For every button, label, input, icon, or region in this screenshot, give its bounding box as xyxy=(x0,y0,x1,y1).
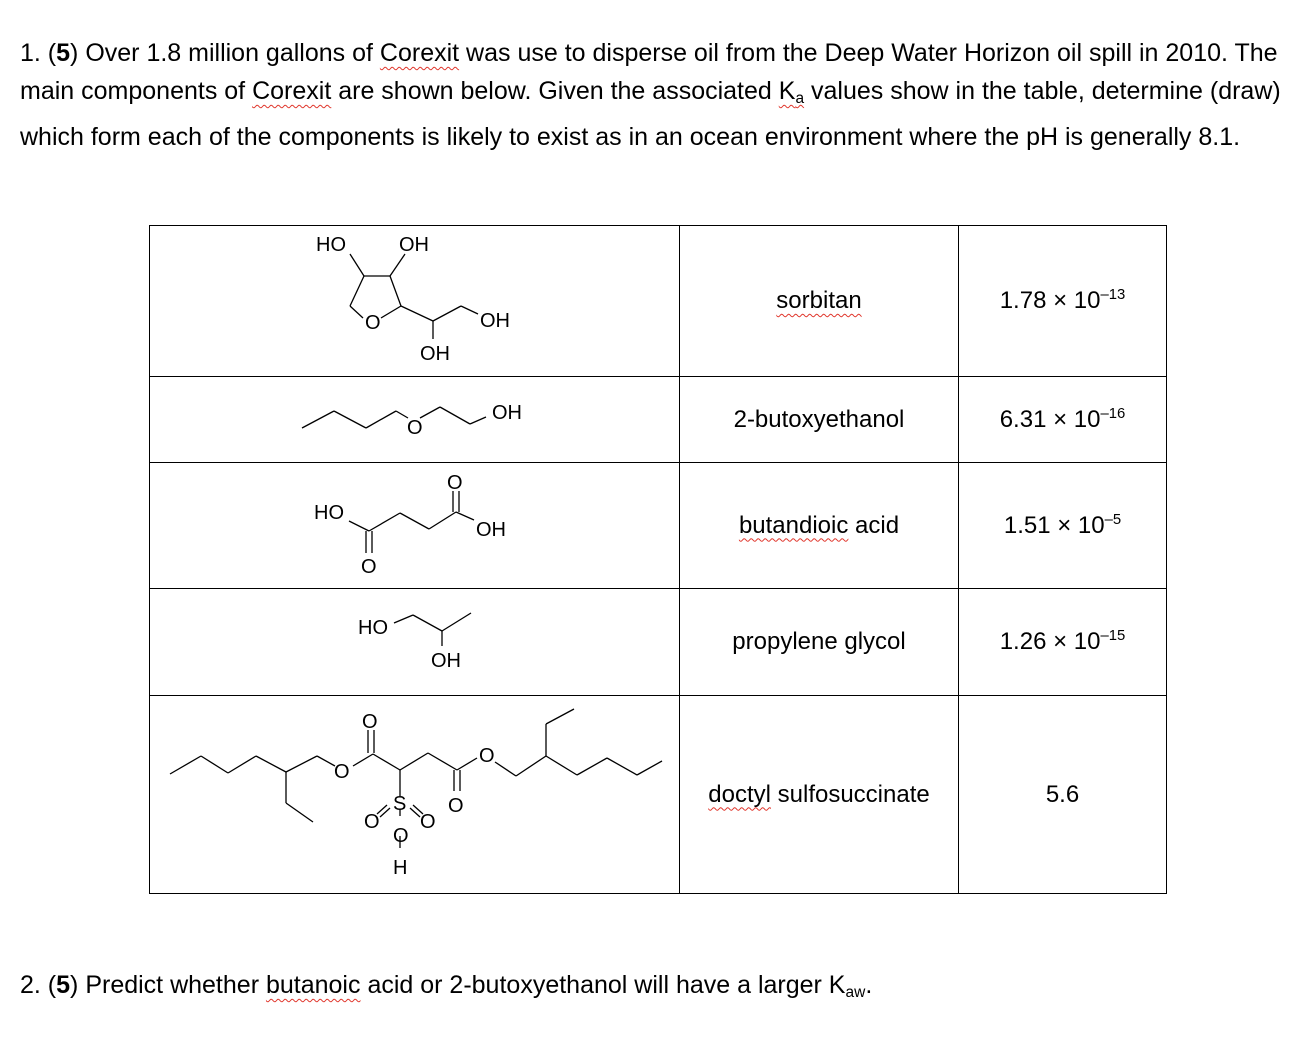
doctyl-sulfosuccinate-structure-icon xyxy=(150,696,679,893)
atom-label: HO xyxy=(358,617,388,639)
spell-corexit-2: Corexit xyxy=(252,77,332,105)
ka-doctyl-sulfosuccinate: 5.6 xyxy=(959,696,1167,894)
name-butandioic-acid: butandioic acid xyxy=(680,463,959,589)
question-1: 1. (5) Over 1.8 million gallons of Corexit was use to disperse oil from the Deep Water Horizon oil spill in 2010. The main components of Corexit are shown below. Given the associated $K_a$ values show in the table, determine (draw) which form each of the components is likely to exist as in an ocean environment where the pH is generally 8.1. xyxy=(20,39,1281,151)
name-doctyl-sulfosuccinate: doctyl sulfosuccinate xyxy=(680,696,959,894)
atom-label: HO xyxy=(316,234,346,256)
atom-label: O xyxy=(407,417,423,439)
atom-label: OH xyxy=(399,234,429,256)
atom-label: OH xyxy=(431,650,461,672)
atom-label: O xyxy=(334,761,350,783)
atom-label: H xyxy=(393,857,408,879)
atom-label: HO xyxy=(314,502,344,524)
atom-label: O xyxy=(361,556,377,578)
structure-2-butoxyethanol xyxy=(150,377,680,463)
question-2-number: 2. xyxy=(20,971,41,999)
structure-doctyl-sulfosuccinate xyxy=(150,696,680,894)
atom-label: O xyxy=(448,795,464,817)
components-table xyxy=(149,225,1167,894)
atom-label: O xyxy=(365,312,381,334)
butoxyethanol-structure-icon xyxy=(150,377,679,462)
table-row xyxy=(150,589,1167,696)
atom-label: OH xyxy=(420,343,450,365)
name-propylene-glycol: propylene glycol xyxy=(680,589,959,696)
name-2-butoxyethanol: 2-butoxyethanol xyxy=(680,377,959,463)
atom-label: O xyxy=(393,825,409,847)
table-row xyxy=(150,226,1167,377)
question-2: 2. (5) Predict whether butanoic acid or 2-butoxyethanol will have a larger $K_{aw}$. xyxy=(20,971,873,1001)
atom-label: O xyxy=(447,472,463,494)
atom-label: O xyxy=(362,711,378,733)
sorbitan-structure-icon xyxy=(150,226,679,376)
ka-2-butoxyethanol: $6.31 \times 10^{-16}$ xyxy=(959,377,1167,463)
atom-label: OH xyxy=(480,310,510,332)
table-row xyxy=(150,377,1167,463)
question-1-points: 5 xyxy=(56,39,71,67)
structure-butandioic-acid xyxy=(150,463,680,589)
spell-butanoic: butanoic xyxy=(265,971,361,999)
ka-butandioic-acid: $1.51 \times 10^{-5}$ xyxy=(959,463,1167,589)
ka-sorbitan: $1.78 \times 10^{-13}$ xyxy=(959,226,1167,377)
structure-sorbitan xyxy=(150,226,680,377)
atom-label: O xyxy=(479,745,495,767)
table-row xyxy=(150,463,1167,589)
atom-label: OH xyxy=(492,402,522,424)
butandioic-acid-structure-icon xyxy=(150,463,679,588)
atom-label: O xyxy=(364,811,380,833)
spell-corexit: Corexit xyxy=(379,39,460,67)
table-row xyxy=(150,696,1167,894)
propylene-glycol-structure-icon xyxy=(150,589,679,695)
atom-label: O xyxy=(420,811,436,833)
name-sorbitan: sorbitan xyxy=(680,226,959,377)
question-1-number: 1. xyxy=(20,39,41,67)
structure-propylene-glycol xyxy=(150,589,680,696)
ka-propylene-glycol: $1.26 \times 10^{-15}$ xyxy=(959,589,1167,696)
atom-label: OH xyxy=(476,519,506,541)
atom-label: S xyxy=(393,793,407,815)
question-2-points: 5 xyxy=(56,971,71,999)
